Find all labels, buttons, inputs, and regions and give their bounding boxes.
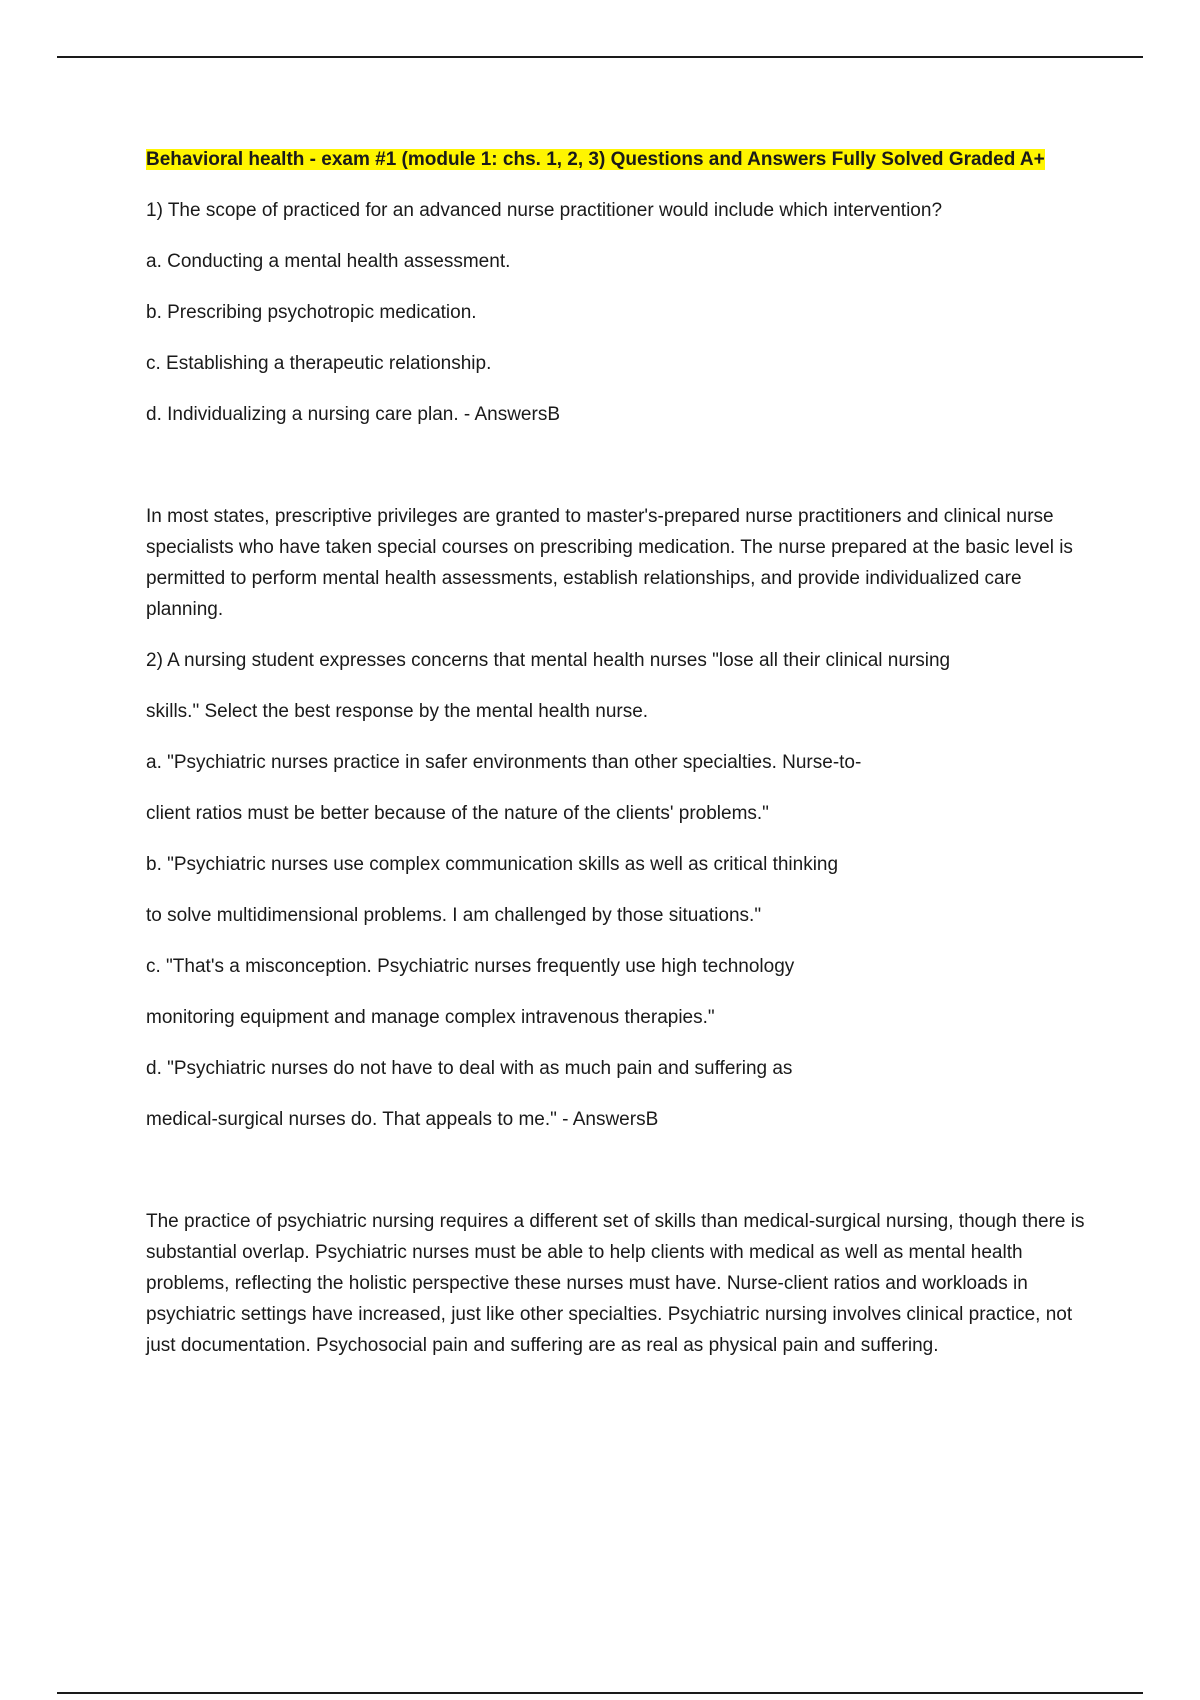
q2-option-b-line-2: to solve multidimensional problems. I am challenged by those situations." [146, 905, 762, 926]
q1-option-d: d. Individualizing a nursing care plan. - AnswersB [146, 404, 561, 425]
q2-option-a-line-2: client ratios must be better because of the nature of the clients' problems." [146, 803, 769, 824]
header-rule [57, 56, 1143, 58]
q2-option-c-line-2: monitoring equipment and manage complex intravenous therapies." [146, 1007, 715, 1028]
q2-option-c-line-1: c. "That's a misconception. Psychiatric nurses frequently use high technology [146, 956, 795, 977]
document-title: Behavioral health - exam #1 (module 1: chs. 1, 2, 3) Questions and Answers Fully Solved Graded A+ [146, 149, 1045, 170]
spacer [146, 450, 1086, 501]
question-2-line-2: skills." Select the best response by the mental health nurse. [146, 701, 649, 722]
q2-option-b-line-1: b. "Psychiatric nurses use complex communication skills as well as critical thinking [146, 854, 839, 875]
q1-option-b: b. Prescribing psychotropic medication. [146, 302, 477, 323]
q1-rationale: In most states, prescriptive privileges are granted to master's-prepared nurse practitioners and clinical nurse specialists who have taken special courses on prescribing medication. The nurse prepared at the basic level is permitted to perform mental health assessments, establish relationships, and provide individualized care planning. [146, 506, 1073, 620]
question-2-line-1: 2) A nursing student expresses concerns that mental health nurses "lose all their clinical nursing [146, 650, 951, 671]
title-block [146, 144, 1086, 175]
q1-option-a: a. Conducting a mental health assessment. [146, 251, 511, 272]
q2-option-a-line-1: a. "Psychiatric nurses practice in safer environments than other specialties. Nurse-to- [146, 752, 862, 773]
document-body [146, 144, 1086, 1381]
q1-option-c: c. Establishing a therapeutic relationship. [146, 353, 492, 374]
q2-option-d-line-2: medical-surgical nurses do. That appeals to me." - AnswersB [146, 1109, 659, 1130]
q2-option-d-line-1: d. "Psychiatric nurses do not have to deal with as much pain and suffering as [146, 1058, 793, 1079]
question-1: 1) The scope of practiced for an advanced nurse practitioner would include which intervention? [146, 200, 943, 221]
spacer [146, 1155, 1086, 1206]
q2-rationale: The practice of psychiatric nursing requires a different set of skills than medical-surgical nursing, though there is substantial overlap. Psychiatric nurses must be able to help clients with medical as well as mental health problems, reflecting the holistic perspective these nurses must have. Nurse-client ratios and workloads in psychiatric settings have increased, just like other specialties. Psychiatric nursing involves clinical practice, not just documentation. Psychosocial pain and suffering are as real as physical pain and suffering. [146, 1211, 1085, 1356]
footer-rule [57, 1692, 1143, 1694]
